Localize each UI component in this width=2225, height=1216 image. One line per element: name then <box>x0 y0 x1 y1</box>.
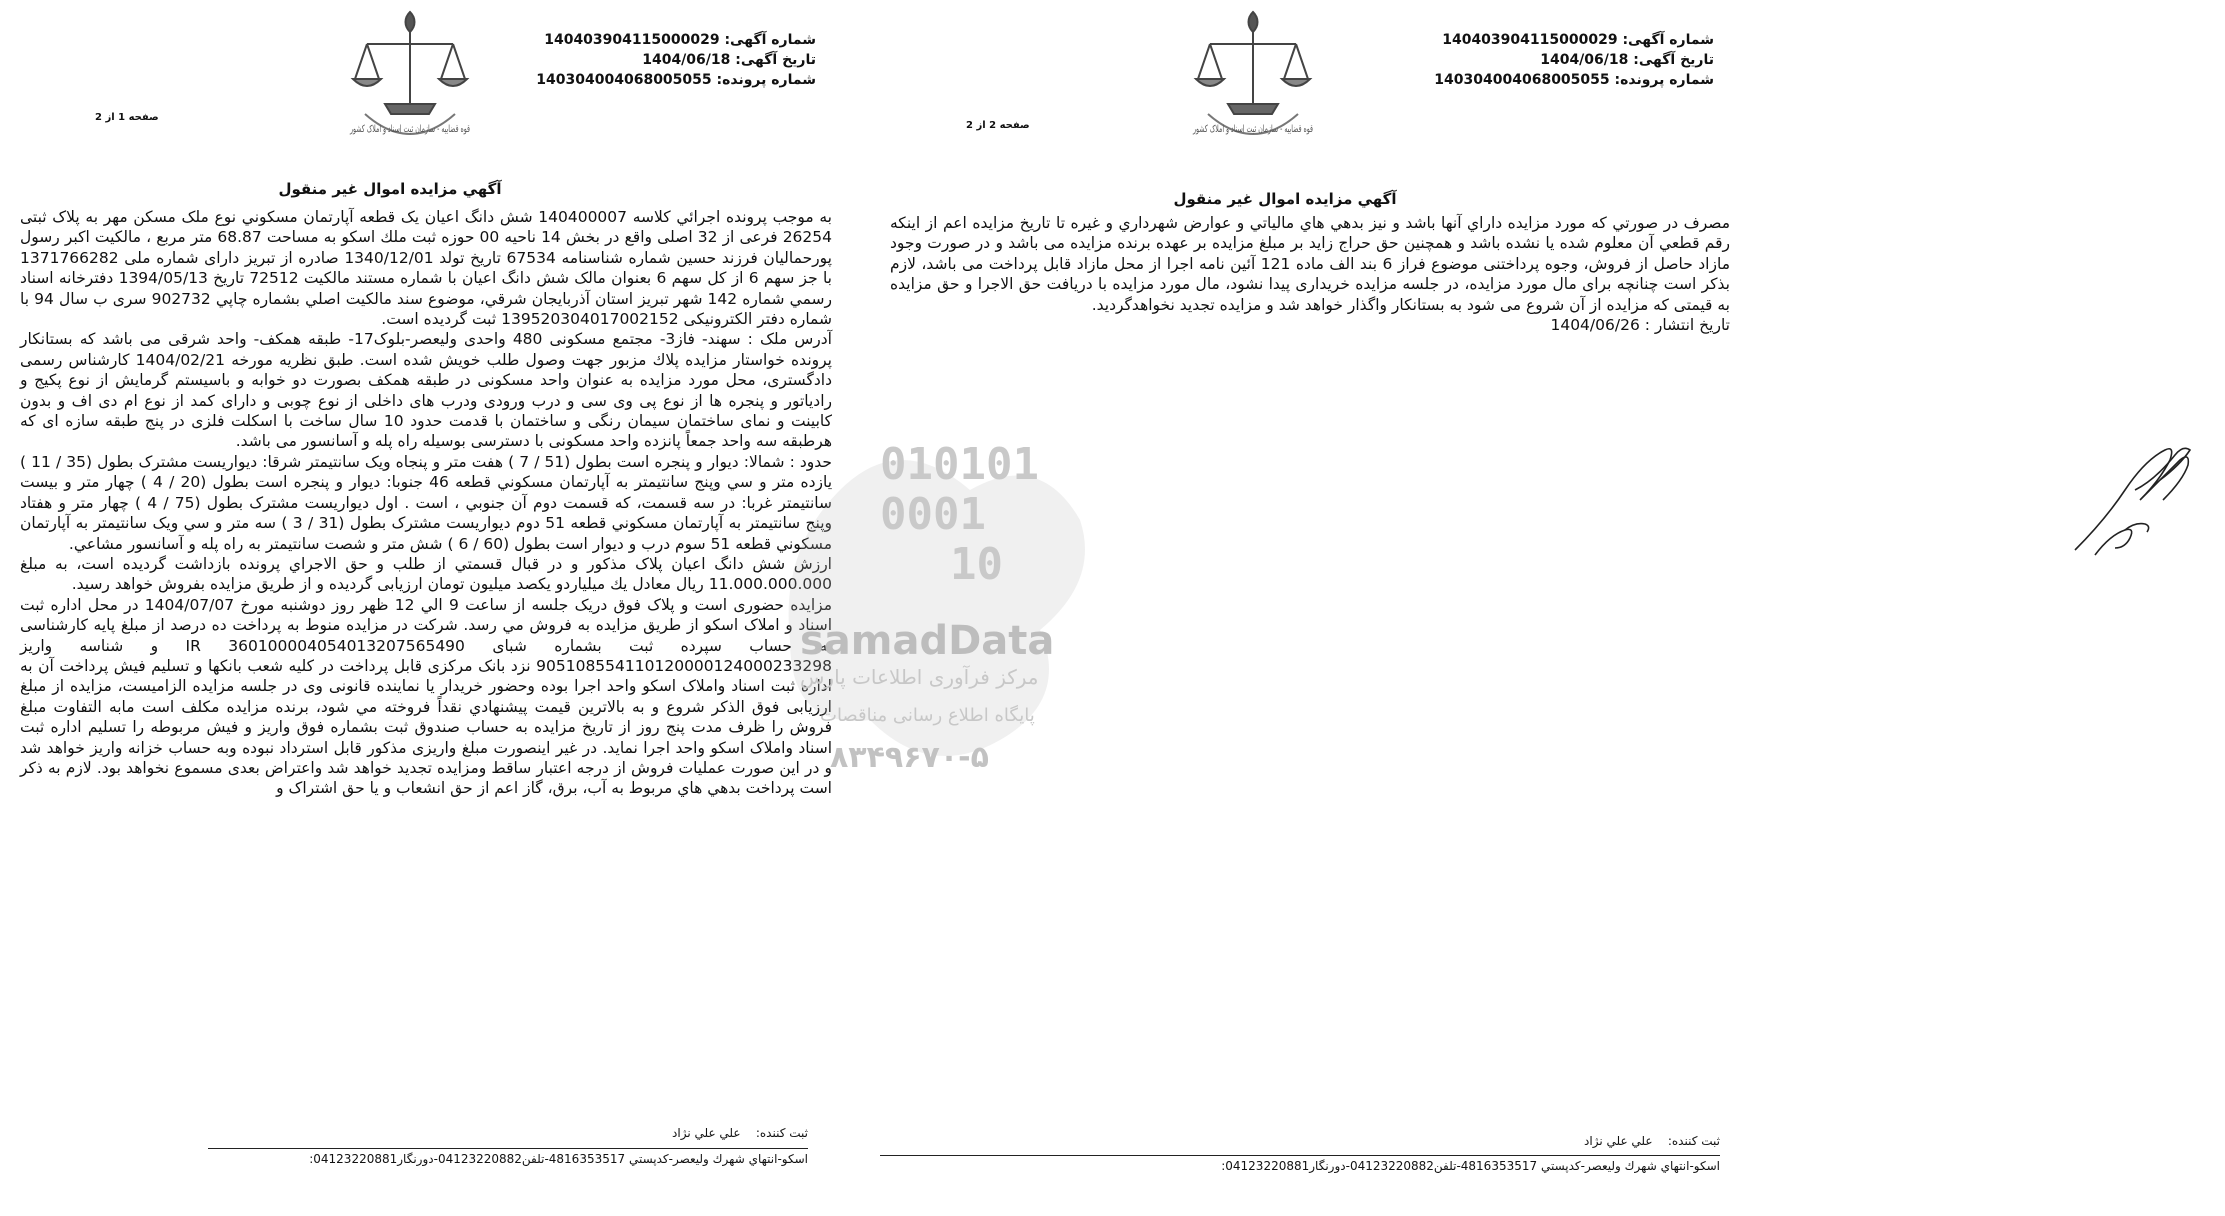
notice-number-row <box>1434 30 1714 50</box>
watermark-digits-row: 010101 <box>880 439 1039 490</box>
watermark-line-1: مرکز فرآوری اطلاعات پارس <box>800 665 1039 689</box>
paragraph-continuation: مصرف در صورتي كه مورد مزايده داراي آنها باشد و نيز بدهي هاي مالياتي و عوارض شهرداري و غيره تا تاريخ مزايده اعم از اينكه رقم قطعي آن معلوم شده يا نشده باشد و همچنين حق حراج زايد بر مبلغ مزايده بر عهده برنده مزايده می باشد و در صورت وجود مازاد حاصل از فروش، وجوه پرداختنی موضوع فراز 6 بند الف ماده 121 آئين نامه اجرا از محل مازاد قابل پرداخت می باشد، لازم بذکر است چنانچه برای مال مورد مزايده، در جلسه مزايده خريداری پيدا نشود، مال مورد مزايده با دريافت حق الاجرا و حق مزايده به قيمتی که مزايده از آن شروع می شود به بستانکار واگذار خواهد شد و مزايده تجديد نخواهدگرديد. <box>890 214 1730 314</box>
file-number: 140304004068005055 <box>536 72 712 88</box>
signature-icon <box>2065 430 2225 560</box>
notice-date: 1404/06/18 <box>1540 52 1629 68</box>
notice-number: 140403904115000029 <box>1442 32 1618 48</box>
page-title: آگهي مزايده اموال غير منقول <box>1173 190 1397 208</box>
paragraph-auction-terms: مزايده حضوری است و پلاک فوق دريک جلسه از ساعت 9 الي 12 ظهر روز دوشنبه مورخ 1404/07/07 در محل اداره ثبت اسناد و املاک اسکو از طريق مزايده به فروش مي رسد. شرکت در مزايده منوط به پرداخت ده درصد از مبلغ پايه کارشناسی به حساب سپرده ثبت بشماره شبای IR 360100004054013207565490 و شناسه واريز 905108554110120000124000233298 نزد بانک مرکزی قابل پرداخت در کليه شعب بانکها و تسليم فيش پرداخت آن به اداره ثبت اسناد واملاک اسکو واحد اجرا بوده وحضور خريدار يا نماينده قانونی وی در جلسه مزايده الزاميست، مزايده از مبلغ ارزيابی فوق الذکر شروع و به بالاترين قيمت پيشنهادي نقداً فروخته مي شود، برنده مزايده مكلف است مابه التفاوت مبلغ فروش را ظرف مدت پنج روز از تاريخ مزايده به حساب صندوق ثبت بشماره فوق واريز و فيش مربوطه را تسليم اداره ثبت اسناد واملاک اسکو واحد اجرا نمايد. در غير اينصورت مبلغ واريزی مذكور قابل استرداد نبوده وبه حساب خزانه واريز خواهد شد و در اين صورت عمليات فروش از درجه اعتبار ساقط ومزايده تجديد خواهد شد واعتراض بعدی مسموع نخواهد بود. لازم به ذکر است پرداخت بدهي هاي مربوط به آب، برق، گاز اعم از حق انشعاب و يا حق اشتراک و <box>20 595 833 798</box>
page-title: آگهي مزايده اموال غير منقول <box>278 180 502 198</box>
emblem-text: قوه قضاییه - سازمان ثبت اسناد و املاک کشور <box>1192 124 1314 135</box>
header-meta <box>1434 30 1714 90</box>
file-number-row <box>1434 70 1714 90</box>
page-2 <box>880 0 1740 1216</box>
footer-address: اسكو-انتهاي شهرك وليعصر-كدپستي 4816353517-تلفن04123220882-دورنگار04123220881: <box>208 1148 808 1166</box>
paragraph-boundaries: حدود : شمالا: ديوار و پنجره است بطول (51 / 7 ) هفت متر و پنجاه ويک سانتيمتر شرقا: ديواريست مشترک بطول (35 / 11 ) يازده متر و سي وپنج سانتيمتر به آپارتمان مسكوني قطعه 46 جنوبا: ديوار و پنجره است بطول (20 / 4 ) چهار متر و بيست سانتيمتر غربا: در سه قسمت، كه قسمت دوم آن جنوبي ، است . اول ديواريست مشترک بطول (75 / 4 ) چهار متر و هفتاد وپنج سانتيمتر به آپارتمان مسكوني قطعه 51 دوم ديواريست مشترک بطول (31 / 3 ) سه متر و سي ويک سانتيمتر به آپارتمان مسكوني قطعه 51 سوم درب و ديوار است بطول (60 / 6 ) شش متر و شصت سانتيمتر به راه پله و آسانسور مشاعي. <box>20 452 833 553</box>
file-number-row <box>536 70 816 90</box>
page-1 <box>0 0 850 1216</box>
paragraph-address: آدرس ملک : سهند- فاز3- مجتمع مسکونی 480 واحدی وليعصر-بلوک17- طبقه همکف- واحد شرقی می باشد که بستانكار پرونده خواستار مزايده پلاك مزبور جهت وصول طلب خويش شده است. طبق نظريه مورخه 1404/02/21 کارشناس رسمی دادگستری، محل مورد مزایده به عنوان واحد مسکونی در طبقه همکف بصورت دو خوابه و باسیستم گرمایش از نوع پکیج و رادیاتور و پنجره ها از نوع پی وی سی و درب ورودی ودرب های داخلی از نوع چوبی و دارای کمد از نوع ام دی اف و بدون کابینت و نمای ساختمان سیمان رنگی و ساختمان با قدمت حدود 10 سال ساخت با اسکلت فلزی در پنج طبقه سازه ای که هرطبقه سه واحد جمعاً پانزده واحد مسکونی با دسترسی بوسیله راه پله و آسانسور می باشد. <box>20 330 833 451</box>
notice-body <box>20 207 832 799</box>
notice-number-label: شماره آگهی: <box>724 32 816 48</box>
notice-body <box>890 213 1730 335</box>
registrar-name: علي علي نژاد <box>1584 1134 1653 1148</box>
watermark-phone: ۸۳۴۹۶۷۰-۵ <box>830 740 989 775</box>
watermark-digits-row: 0001 <box>880 489 986 540</box>
file-number-label: شماره پرونده: <box>716 72 816 88</box>
registrar-label: ثبت كننده: <box>1667 1134 1720 1148</box>
watermark-digits-row: 10 <box>950 539 1003 590</box>
footer-address: اسكو-انتهاي شهرك وليعصر-كدپستي 4816353517-تلفن04123220882-دورنگار04123220881: <box>880 1155 1720 1173</box>
page-number: صفحه 2 از 2 <box>966 120 1030 131</box>
paragraph-valuation: ارزش شش دانگ اعيان پلاک مذکور و در قبال قسمتي از طلب و حق الاجراي پرونده بازداشت گرديده است، به مبلغ 11.000.000.000 ريال معادل يك ميلياردو يكصد ميليون تومان ارزيابی گرديده و از طريق مزايده بفروش خواهد رسيد. <box>20 554 832 594</box>
notice-number-row <box>536 30 816 50</box>
judiciary-emblem-icon <box>1188 4 1318 154</box>
page-number: صفحه 1 از 2 <box>95 112 159 123</box>
header-meta <box>536 30 816 90</box>
emblem-text: قوه قضاییه - سازمان ثبت اسناد و املاک کشور <box>349 124 471 135</box>
registrar-line <box>672 1126 808 1140</box>
registrar-name: علي علي نژاد <box>672 1126 741 1140</box>
notice-date-row <box>1434 50 1714 70</box>
publish-date-label: تاريخ انتشار : <box>1644 316 1730 335</box>
notice-number: 140403904115000029 <box>544 32 720 48</box>
notice-date-label: تاریخ آگهی: <box>1633 52 1714 68</box>
registrar-label: ثبت كننده: <box>755 1126 808 1140</box>
publish-date: 1404/06/26 <box>1550 316 1640 335</box>
file-number-label: شماره پرونده: <box>1614 72 1714 88</box>
judiciary-emblem-icon <box>345 4 475 154</box>
notice-date: 1404/06/18 <box>642 52 731 68</box>
notice-date-row <box>536 50 816 70</box>
registrar-line <box>1584 1134 1720 1148</box>
publish-date-row <box>890 315 1730 335</box>
paragraph-property: به موجب پرونده اجرائي كلاسه 140400007 شش دانگ اعيان يک قطعه آپارتمان مسکوني نوع ملک مسكن مهر به پلاک ثبتی 26254 فرعی از 32 اصلی واقع در بخش 14 ناحیه 00 حوزه ثبت ملك اسكو به مساحت 68.87 متر مربع ، مالكيت اكبر رسول پورحماليان فرزند حسين شماره شناسنامه 67534 تاريخ تولد 1340/12/01 صادره از تبریز دارای شماره ملی 1371766282 با جز سهم 6 از کل سهم 6 بعنوان مالک شش دانگ اعيان با شماره مستند مالکيت 72512 تاريخ 1394/05/13 دفترخانه اسناد رسمي شماره 142 شهر تبريز استان آذربايجان شرقي، موضوع سند مالکيت اصلي بشماره چاپي 902732 سری ب سال 94 با شماره دفتر الکترونیکی 139520304017002152 ثبت گرديده است. <box>20 208 832 329</box>
notice-date-label: تاریخ آگهی: <box>735 52 816 68</box>
watermark-brand: samadData <box>800 618 1055 664</box>
notice-number-label: شماره آگهی: <box>1622 32 1714 48</box>
watermark-line-2: پایگاه اطلاع رسانی مناقصات <box>820 705 1035 726</box>
file-number: 140304004068005055 <box>1434 72 1610 88</box>
